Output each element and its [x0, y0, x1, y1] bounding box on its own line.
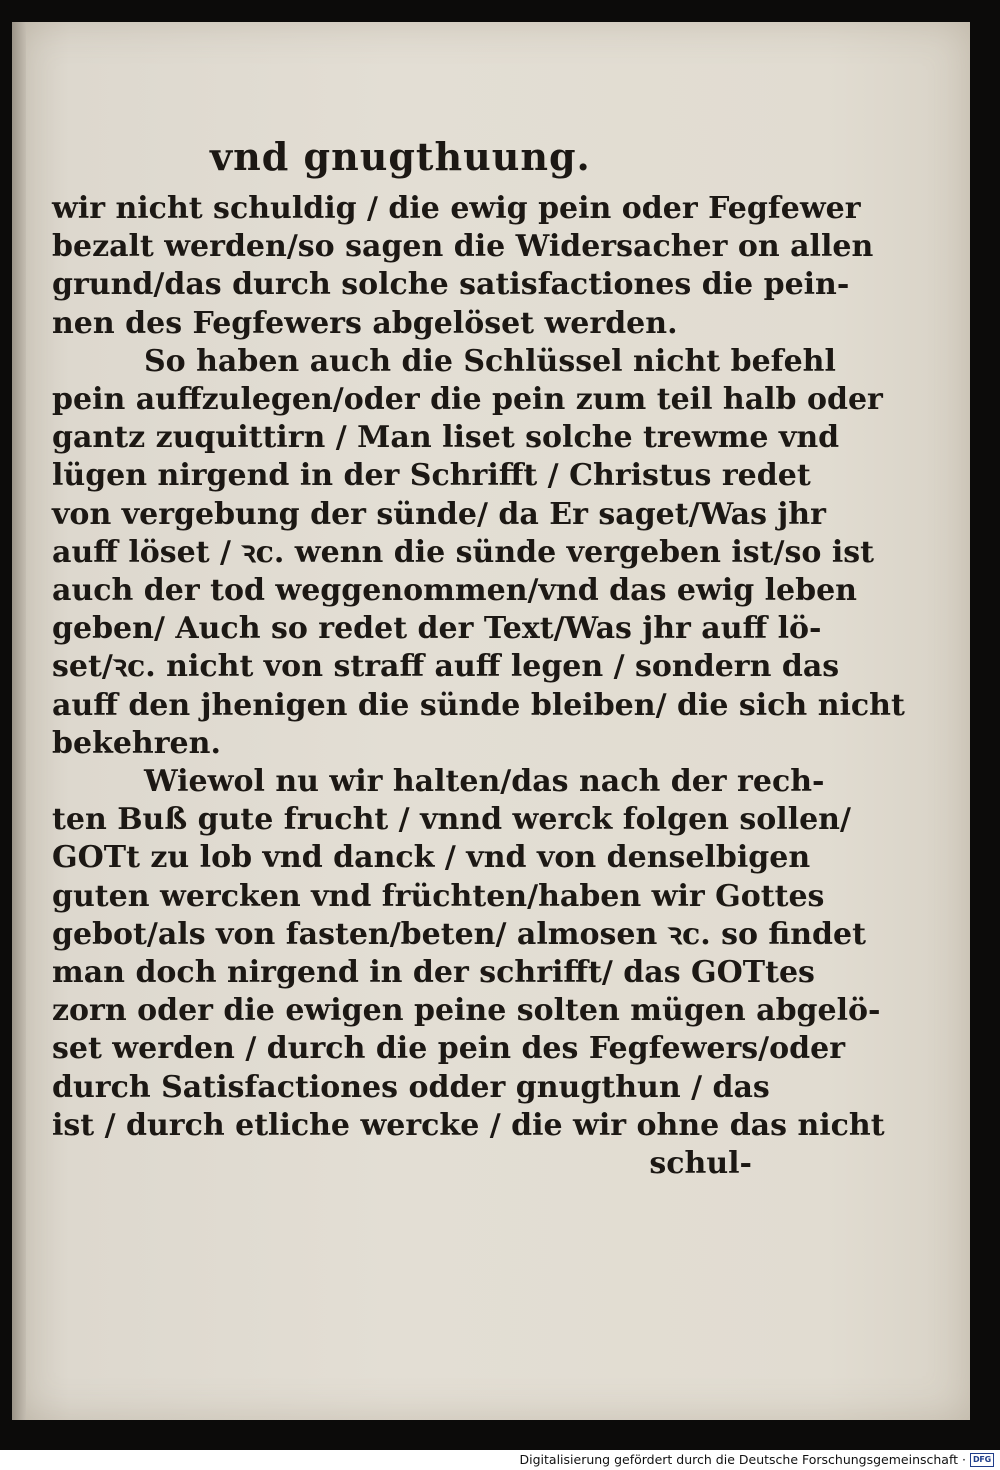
footer-bar — [0, 1450, 1000, 1470]
text-line: set/ꝛc. nicht von straff auff legen / sondern das — [52, 649, 840, 685]
text-line: man doch nirgend in der schrifft/ das GOTtes — [52, 955, 815, 991]
text-line: ten Buß gute frucht / vnnd werck folgen sollen/ — [52, 802, 851, 838]
text-line: durch Satisfactiones odder gnugthun / das — [52, 1069, 770, 1105]
text-line: pein auffzulegen/oder die pein zum teil halb oder — [52, 382, 883, 418]
text-line: set werden / durch die pein des Fegfewers/oder — [52, 1031, 846, 1067]
text-block — [52, 134, 905, 1183]
text-line: grund/das durch solche satisfactiones die pein- — [52, 267, 850, 303]
text-line: auff den jhenigen die sünde bleiben/ die sich nicht — [52, 687, 905, 723]
text-line: gantz zuquittirn / Man liset solche trewme vnd — [52, 420, 840, 456]
running-head: vnd gnugthuung. — [210, 134, 591, 179]
text-line: wir nicht schuldig / die ewig pein oder Fegfewer — [52, 191, 861, 226]
dfg-logo-icon: DFG — [970, 1453, 994, 1467]
text-line: guten wercken vnd früchten/haben wir Gottes — [52, 878, 825, 914]
text-line: zorn oder die ewigen peine solten mügen abgelö- — [52, 993, 881, 1029]
text-line: lügen nirgend in der Schrifft / Christus redet — [52, 458, 811, 494]
catchword: schul- — [649, 1146, 752, 1182]
text-line: auch der tod weggenommen/vnd das ewig leben — [52, 573, 857, 609]
text-line: geben/ Auch so redet der Text/Was jhr auff lö- — [52, 611, 822, 647]
text-line: nen des Fegfewers abgelöset werden. — [52, 305, 678, 341]
text-line: bekehren. — [52, 725, 221, 761]
book-page — [12, 22, 970, 1420]
text-line: bezalt werden/so sagen die Widersacher on allen — [52, 229, 874, 265]
text-line: ist / durch etliche wercke / die wir ohne das nicht — [52, 1107, 885, 1143]
text-line: GOTt zu lob vnd danck / vnd von denselbigen — [52, 840, 811, 876]
text-line: So haben auch die Schlüssel nicht befehl — [144, 343, 836, 379]
text-line: Wiewol nu wir halten/das nach der rech- — [144, 764, 825, 800]
text-line: von vergebung der sünde/ da Er saget/Was jhr — [52, 496, 826, 532]
text-line: gebot/als von fasten/beten/ almosen ꝛc. so findet — [52, 916, 866, 952]
funding-credit: Digitalisierung gefördert durch die Deutsche Forschungsgemeinschaft · — [519, 1452, 966, 1467]
page-gutter — [12, 22, 26, 1420]
text-line: auff löset / ꝛc. wenn die sünde vergeben ist/so ist — [52, 534, 874, 570]
